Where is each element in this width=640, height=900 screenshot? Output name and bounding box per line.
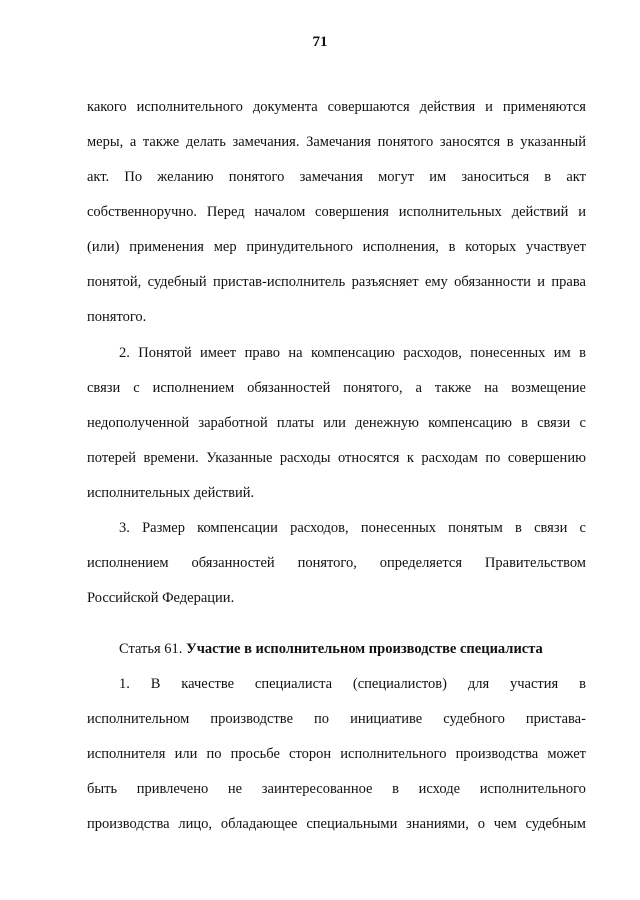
word: относятся [337,450,400,466]
word: Понятой [138,345,192,361]
text-line [87,779,586,799]
text-line [87,167,586,187]
word: исходе [418,781,461,797]
word: совершаются [327,99,410,115]
word: в [544,169,552,185]
word: компенсации [197,520,278,536]
word: также [142,134,180,150]
text-line: исполнительных действий. [87,485,255,501]
word: началом [254,204,306,220]
text-line [87,413,586,433]
word: связи [537,415,571,431]
word: им [553,345,571,361]
word: Размер [142,520,185,536]
word: производства [455,746,539,762]
word: права [551,274,586,290]
word: по [485,450,501,466]
word: расходы [279,450,331,466]
word: понятого, [343,380,403,396]
word: заработной [198,415,268,431]
word: связи [534,520,568,536]
word: расходам [421,450,478,466]
word: совершения [315,204,389,220]
word: (или) [87,239,120,255]
word: которых [465,239,517,255]
word: обязанностей [247,380,331,396]
word: В [150,676,161,692]
article-heading [119,639,586,659]
word: исполнительного [136,99,243,115]
word: компенсацию [428,415,512,431]
word: действий [511,204,569,220]
page-number: 71 [312,34,328,50]
text-line [87,97,586,117]
word: расходов, [403,345,462,361]
word: указанный [520,134,586,150]
word: делать [185,134,226,150]
text-line [87,378,586,398]
word: не [227,781,243,797]
word: желанию [157,169,214,185]
word: Замечания [306,134,371,150]
word: обязанности [454,274,531,290]
word: судебного [443,711,505,727]
word: понятой, [87,274,142,290]
word: связи [87,380,121,396]
text-line: понятого. [87,309,147,325]
word: разъясняет [351,274,419,290]
word: также [434,380,472,396]
word: расходов, [290,520,349,536]
word: Перед [206,204,245,220]
text-line [87,132,586,152]
word: потерей [87,450,137,466]
word: исполнением [87,555,169,571]
word: им [429,169,447,185]
text-line [87,237,586,257]
article-number: Статья 61. [119,641,183,657]
word: или [323,415,346,431]
text-line: Российской Федерации. [87,590,235,606]
word: акт [566,169,586,185]
word: качестве [181,676,235,692]
word: участвует [526,239,586,255]
word: к [406,450,414,466]
word: Указанные [206,450,273,466]
text-line [87,202,586,222]
word: пристав-исполнитель [213,274,346,290]
word: определяется [379,555,463,571]
text-line [87,709,586,729]
word: акт. [87,169,110,185]
word: знаниями, [406,816,469,832]
word: а [129,134,137,150]
word: понесенных [470,345,546,361]
word: лицо, [178,816,213,832]
word: может [547,746,586,762]
text-line [119,674,586,694]
word: действия [419,99,476,115]
text-line [87,744,586,764]
word: исполнителя [87,746,166,762]
word: платы [276,415,315,431]
word: судебный [147,274,207,290]
word: 1. [119,676,130,692]
word: и [578,204,586,220]
word: в [521,415,528,431]
word: заноситься [461,169,530,185]
word: могут [378,169,415,185]
word: компенсацию [311,345,395,361]
word: замечания [299,169,363,185]
word: исполнительного [340,746,447,762]
word: 2. [119,345,130,361]
word: исполнением [152,380,235,396]
word: обладающее [220,816,298,832]
word: или [174,746,198,762]
word: в [392,781,399,797]
word: в [515,520,522,536]
word: понятого [228,169,285,185]
word: привлечено [136,781,209,797]
word: производства [87,816,170,832]
word: исполнительных [398,204,502,220]
word: быть [87,781,118,797]
word: понятым [448,520,503,536]
word: ему [424,274,448,290]
word: в [579,345,586,361]
word: времени. [143,450,199,466]
word: обязанностей [191,555,275,571]
word: в [579,676,586,692]
word: для [467,676,490,692]
word: какого [87,99,127,115]
word: собственноручно. [87,204,198,220]
text-line [119,343,586,363]
word: понесенных [360,520,436,536]
word: специальными [306,816,398,832]
word: исполнительном [87,711,190,727]
word: принудительного [246,239,353,255]
word: применяются [502,99,586,115]
word: возмещение [511,380,586,396]
word: и [537,274,546,290]
word: а [415,380,422,396]
word: пристава- [525,711,586,727]
word: по [314,711,330,727]
text-line [87,272,586,292]
word: совершению [507,450,586,466]
word: и [485,99,493,115]
word: 3. [119,520,130,536]
text-line [87,814,586,834]
word: Правительством [484,555,586,571]
word: в [506,134,514,150]
article-title: Участие в исполнительном производстве специалиста [186,641,543,657]
word: замечания. [232,134,300,150]
word: сторон [289,746,332,762]
word: (специалистов) [352,676,447,692]
word: мер [213,239,237,255]
word: денежную [355,415,419,431]
word: По [124,169,143,185]
word: в [448,239,456,255]
word: меры, [87,134,124,150]
word: имеет [200,345,237,361]
word: специалиста [254,676,333,692]
word: с [133,380,140,396]
word: инициативе [350,711,423,727]
word: понятого [377,134,434,150]
word: применения [129,239,204,255]
word: с [579,520,586,536]
word: чем [493,816,517,832]
word: на [288,345,303,361]
word: недополученной [87,415,190,431]
word: понятого, [297,555,357,571]
text-line [87,448,586,468]
word: право [244,345,281,361]
word: на [484,380,499,396]
word: судебным [525,816,586,832]
word: исполнения, [362,239,439,255]
word: документа [252,99,318,115]
word: исполнительного [479,781,586,797]
word: по [206,746,222,762]
word: заинтересованное [261,781,373,797]
word: участия [510,676,559,692]
word: о [477,816,485,832]
word: просьбе [230,746,280,762]
word: производстве [210,711,294,727]
text-line [119,518,586,538]
word: с [579,415,586,431]
word: заносятся [439,134,501,150]
text-line [87,553,586,573]
